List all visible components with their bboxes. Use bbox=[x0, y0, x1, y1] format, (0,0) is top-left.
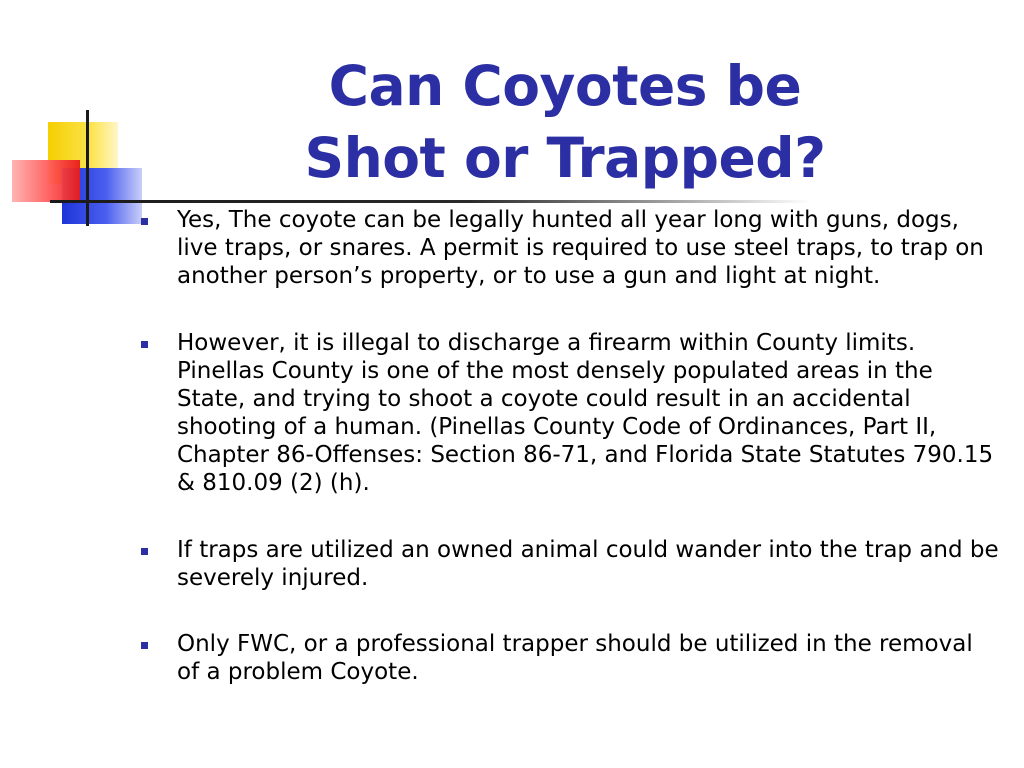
bullet-square-icon bbox=[141, 218, 148, 225]
vertical-rule bbox=[86, 110, 89, 226]
bullet-square-icon bbox=[141, 341, 148, 348]
red-square bbox=[12, 160, 80, 202]
title-divider bbox=[50, 200, 810, 203]
bullet-text: Yes, The coyote can be legally hunted all year long with guns, dogs, live traps, or snares. A permit is required to use steel traps, to trap on another person’s property, or to use a gun and light at night. bbox=[177, 207, 984, 289]
bullet-item bbox=[140, 630, 1000, 686]
bullet-square-icon bbox=[141, 548, 148, 555]
title-line-1: Can Coyotes be bbox=[328, 54, 802, 118]
bullet-item bbox=[140, 206, 1000, 290]
bullet-text: If traps are utilized an owned animal could wander into the trap and be severely injured. bbox=[177, 537, 999, 591]
bullet-item bbox=[140, 536, 1000, 592]
decorative-squares bbox=[0, 0, 150, 240]
bullet-square-icon bbox=[141, 642, 148, 649]
bullet-item bbox=[140, 329, 1000, 497]
title-line-2: Shot or Trapped? bbox=[304, 126, 826, 190]
bullet-text: However, it is illegal to discharge a firearm within County limits. Pinellas County is one of the most densely populated areas in the State, and trying to shoot a coyote could result in an accidental shooting of a human. (Pinellas County Code of Ordinances, Part II, Chapter 86-Offenses: Section 86-71, and Florida State Statutes 790.15 & 810.09 (2) (h). bbox=[177, 330, 994, 496]
bullet-list bbox=[140, 206, 1000, 686]
slide-title bbox=[260, 50, 870, 194]
bullet-text: Only FWC, or a professional trapper should be utilized in the removal of a problem Coyote. bbox=[177, 631, 973, 685]
